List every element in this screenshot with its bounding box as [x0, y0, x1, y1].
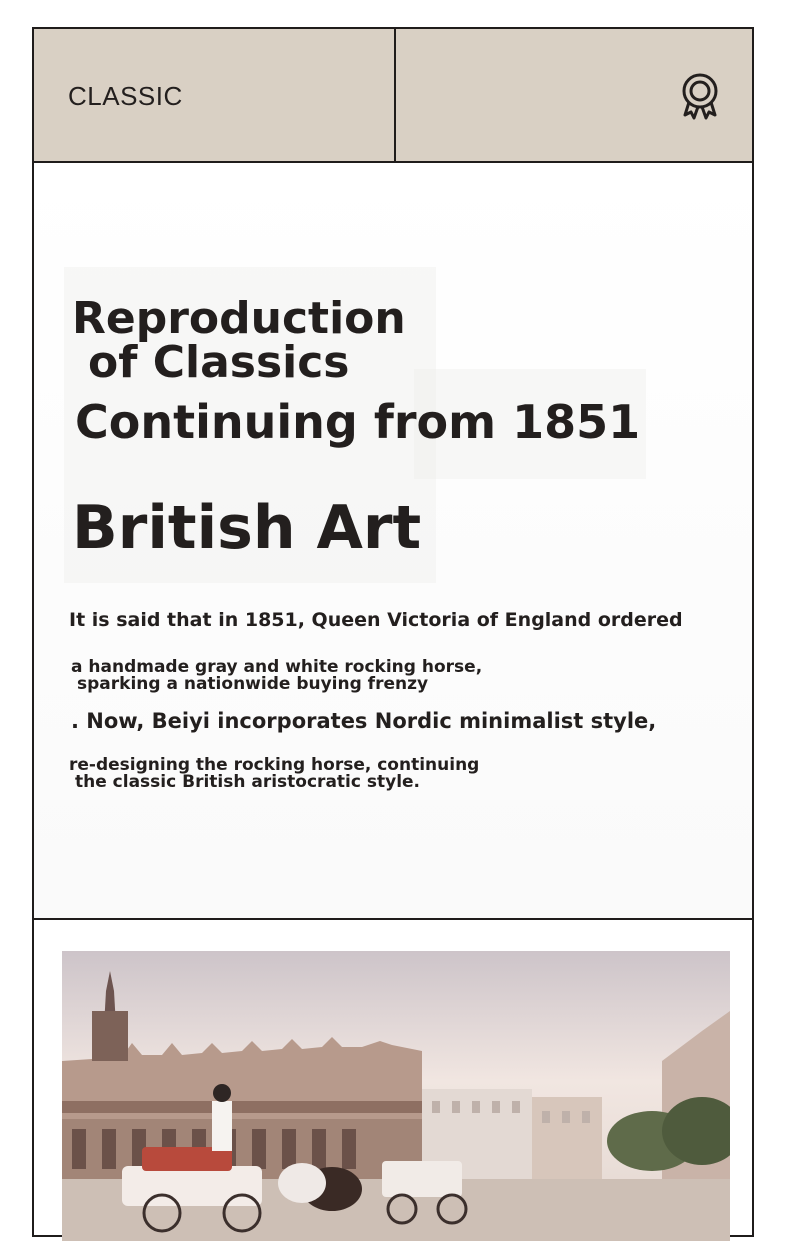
story-line-6: the classic British aristocratic style. [75, 772, 421, 792]
city-square-photo [62, 951, 730, 1241]
story-line-1: It is said that in 1851, Queen Victoria of England ordered [69, 609, 683, 631]
headline-main: British Art [72, 493, 422, 563]
city-square-illustration [62, 951, 730, 1241]
headline-line-2: of Classics [88, 337, 350, 388]
award-ribbon-icon [680, 73, 720, 121]
headline-line-1: Reproduction [72, 293, 406, 344]
header-bar [34, 29, 752, 163]
story-panel [34, 163, 752, 920]
brand-label: CLASSIC [68, 81, 183, 111]
header-divider [394, 29, 396, 163]
headline-line-3: Continuing from 1851 [75, 395, 641, 449]
story-line-3: sparking a nationwide buying frenzy [77, 674, 429, 694]
story-line-5: re-designing the rocking horse, continuing [69, 755, 480, 775]
story-line-2: a handmade gray and white rocking horse, [71, 657, 483, 677]
page-frame [32, 27, 754, 1237]
story-line-4: . Now, Beiyi incorporates Nordic minimalist style, [71, 709, 657, 733]
